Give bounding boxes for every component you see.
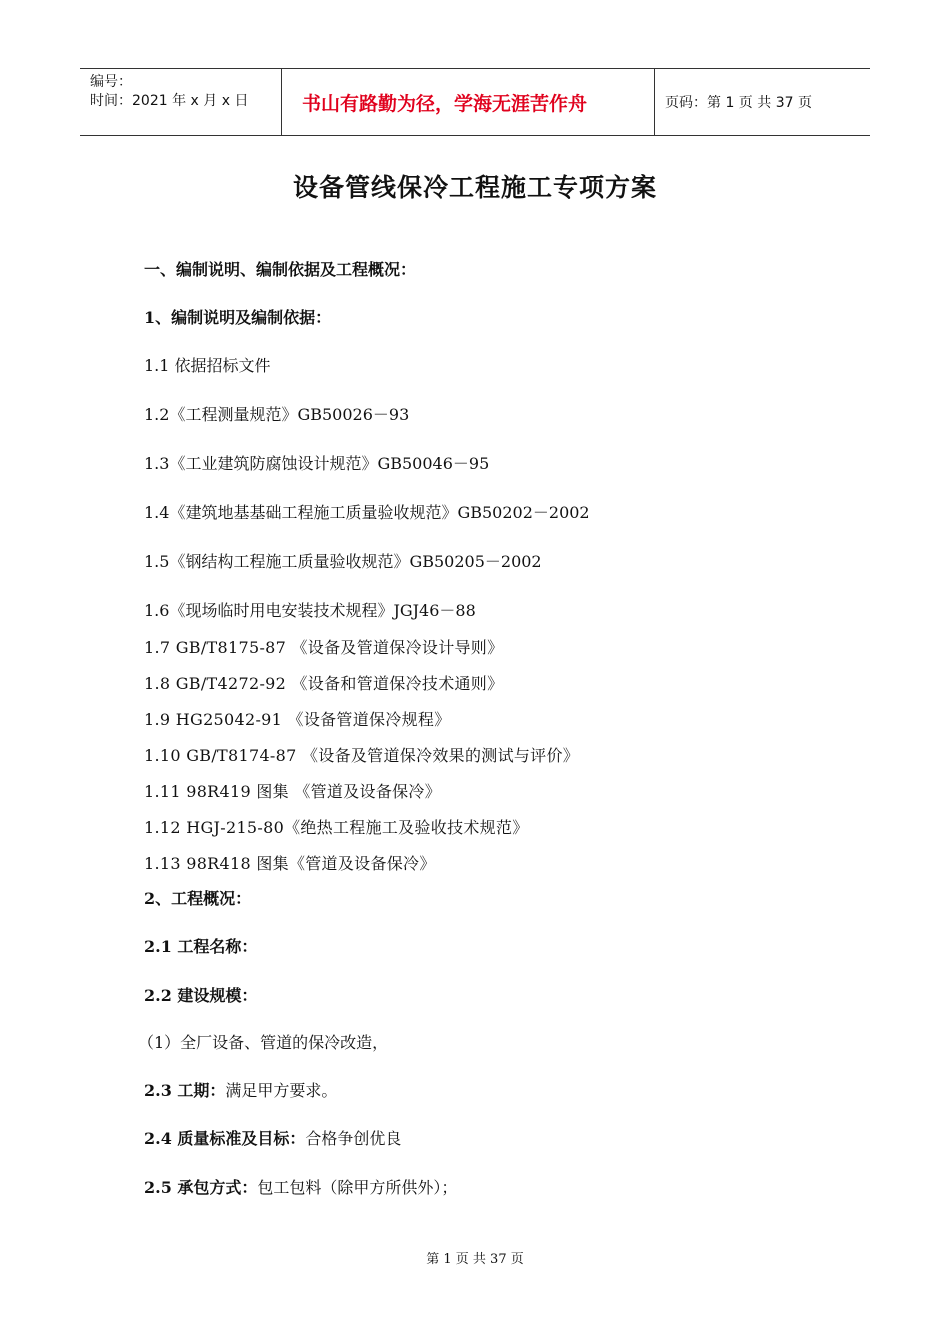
reference-item: 1.10 GB/T8174-87 《设备及管道保冷效果的测试与评价》 — [144, 746, 580, 765]
reference-item: 1.11 98R419 图集 《管道及设备保冷》 — [144, 782, 442, 801]
section-heading-2: 2、工程概况： — [144, 889, 252, 908]
reference-item: 1.1 依据招标文件 — [144, 356, 271, 375]
header-page-label: 页码：第 1 页 共 37 页 — [665, 95, 812, 111]
subsection-line — [144, 1078, 337, 1101]
header-meta — [80, 69, 282, 135]
section-heading-1-1: 1、编制说明及编制依据： — [144, 308, 332, 327]
subsection-line — [144, 1126, 401, 1149]
section-heading-1: 一、编制说明、编制依据及工程概况： — [144, 260, 417, 279]
subsection-value: 满足甲方要求。 — [225, 1081, 338, 1100]
subsection-line — [144, 1175, 457, 1198]
page-header — [80, 68, 870, 136]
reference-item: 1.5《钢结构工程施工质量验收规范》GB50205－2002 — [144, 552, 542, 571]
subsection-heading: 2.2 建设规模： — [144, 986, 258, 1005]
reference-item: 1.4《建筑地基基础工程施工质量验收规范》GB50202－2002 — [144, 503, 590, 522]
reference-item: 1.3《工业建筑防腐蚀设计规范》GB50046－95 — [144, 454, 490, 473]
document-title: 设备管线保冷工程施工专项方案 — [292, 173, 657, 202]
subsection-label: 2.4 质量标准及目标： — [144, 1129, 306, 1148]
reference-item: 1.12 HGJ-215-80《绝热工程施工及验收技术规范》 — [144, 818, 529, 837]
subsection-heading: 2.1 工程名称： — [144, 937, 258, 956]
page-footer: 第 1 页 共 37 页 — [426, 1252, 524, 1267]
reference-item: 1.2《工程测量规范》GB50026－93 — [144, 405, 410, 424]
subsection-value: 合格争创优良 — [305, 1129, 402, 1148]
reference-item: 1.6《现场临时用电安装技术规程》JGJ46－88 — [144, 601, 476, 620]
reference-item: 1.7 GB/T8175-87 《设备及管道保冷设计导则》 — [144, 638, 504, 657]
reference-item: 1.9 HG25042-91 《设备管道保冷规程》 — [144, 710, 451, 729]
scope-item: （1）全厂设备、管道的保冷改造， — [138, 1033, 389, 1052]
subsection-label: 2.3 工期： — [144, 1081, 226, 1100]
time-label: 时间：2021 年 x 月 x 日 — [90, 93, 249, 109]
subsection-value: 包工包料（除甲方所供外）； — [257, 1178, 458, 1197]
reference-item: 1.13 98R418 图集《管道及设备保冷》 — [144, 854, 436, 873]
reference-item: 1.8 GB/T4272-92 《设备和管道保冷技术通则》 — [144, 674, 504, 693]
number-label: 编号： — [90, 74, 132, 90]
header-motto: 书山有路勤为径，学海无涯苦作舟 — [282, 69, 655, 135]
subsection-label: 2.5 承包方式： — [144, 1178, 258, 1197]
